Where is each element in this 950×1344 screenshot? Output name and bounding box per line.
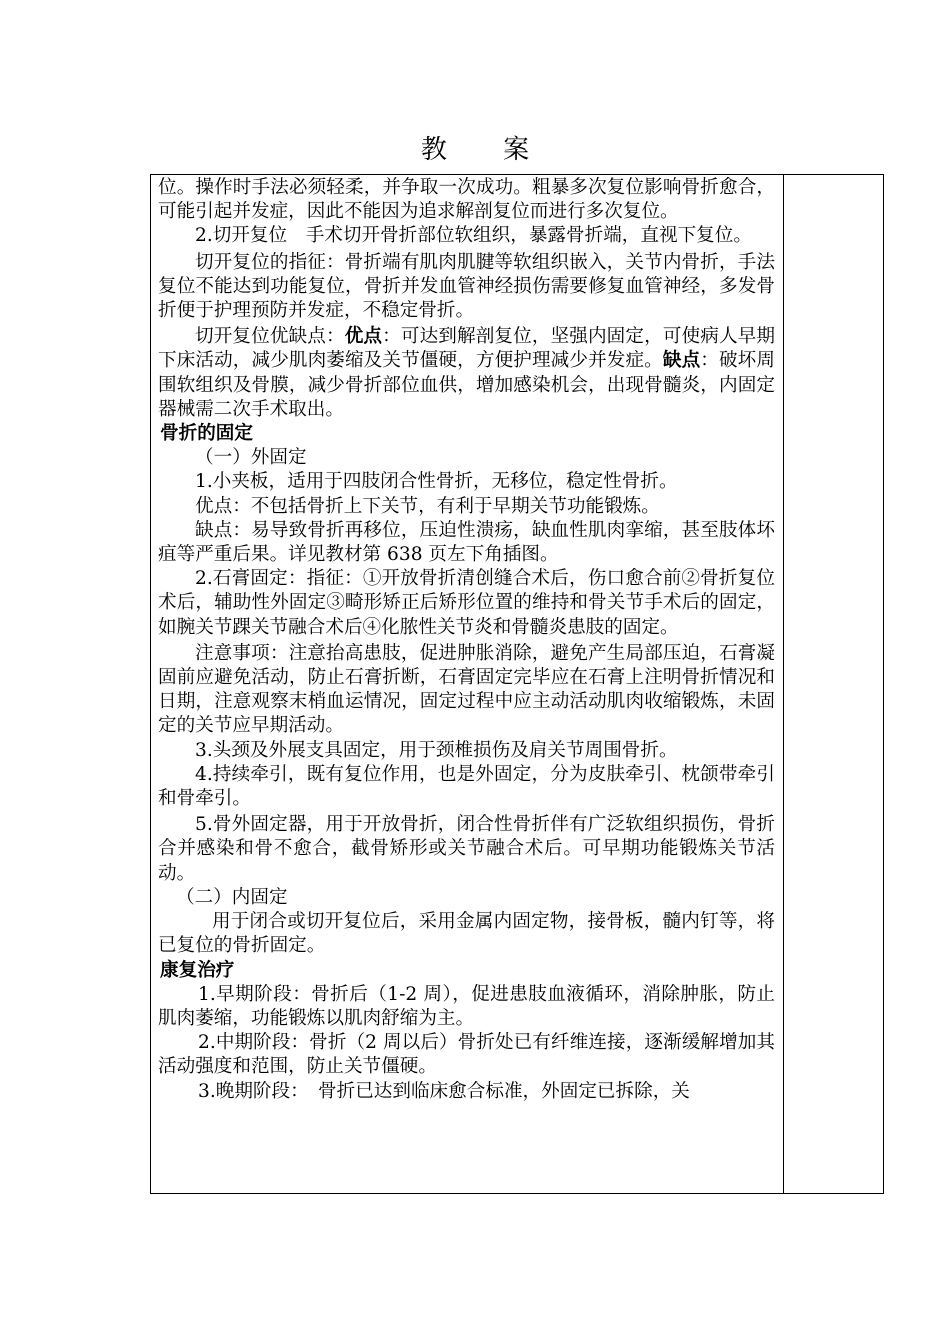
paragraph: 2.切开复位 手术切开骨折部位软组织，暴露骨折端，直视下复位。	[195, 225, 752, 247]
subsection-heading: （一）外固定	[195, 447, 307, 469]
paragraph: 切开复位的指征：骨折端有肌肉肌腱等软组织嵌入，关节内骨折，手法复位不能达到功能复位，骨折并发血管神经损伤需要修复血管神经，多发骨折便于护理预防并发症，不稳定骨折。	[158, 251, 775, 322]
paragraph: 注意事项：注意抬高患肢，促进肿胀消除，避免产生局部压迫，石膏凝固前应避免活动，防止石膏折断，石膏固定完毕应在石膏上注明骨折情况和日期，注意观察末梢血运情况，固定过程中应主动活动肌肉收缩锻炼，未固定的关节应早期活动。	[158, 642, 775, 737]
paragraph: 位。操作时手法必须轻柔，并争取一次成功。粗暴多次复位影响骨折愈合，可能引起并发症，因此不能因为追求解剖复位而进行多次复位。	[158, 177, 775, 223]
paragraph: 5.骨外固定器，用于开放骨折，闭合性骨折伴有广泛软组织损伤，骨折合并感染和骨不愈合，截骨矫形或关节融合术后。可早期功能锻炼关节活动。	[158, 814, 775, 884]
paragraph: 2.石膏固定：指征：①开放骨折清创缝合术后，伤口愈合前②骨折复位术后，辅助性外固定③畸形矫正后矫形位置的维持和骨关节手术后的固定，如腕关节踝关节融合术后④化脓性关节炎和骨髓炎患肢的固定。	[158, 568, 775, 638]
paragraph-segment: 切开复位优缺点：	[195, 326, 345, 348]
paragraph: 用于闭合或切开复位后，采用金属内固定物，接骨板，髓内钉等，将已复位的骨折固定。	[158, 911, 775, 957]
paragraph-segment: ：可达到解剖复位，坚强内固定，可使病人早期下床活动，减少肌肉萎缩及关节僵硬，方便护理减少并发症。	[158, 326, 775, 372]
paragraph: 4.持续牵引，既有复位作用，也是外固定，分为皮肤牵引、枕颌带牵引和骨牵引。	[158, 763, 775, 810]
cons-label: 缺点	[662, 350, 701, 372]
section-heading: 骨折的固定	[160, 423, 253, 445]
paragraph: 3.晚期阶段： 骨折已达到临床愈合标准，外固定已拆除，关	[198, 1080, 690, 1102]
subsection-heading: （二）内固定	[176, 886, 288, 908]
paragraph: 1.小夹板，适用于四肢闭合性骨折，无移位，稳定性骨折。	[195, 471, 678, 493]
lesson-content-cell	[150, 174, 783, 1194]
pros-label: 优点	[344, 326, 383, 348]
paragraph-segment: ：破坏周围软组织及骨膜，减少骨折部位血供，增加感染机会，出现骨髓炎，内固定器械需二次手术取出。	[158, 350, 775, 420]
paragraph: 优点：不包括骨折上下关节，有利于早期关节功能锻炼。	[195, 495, 660, 517]
paragraph-pros-cons	[158, 325, 775, 422]
paragraph: 缺点：易导致骨折再移位，压迫性溃疡，缺血性肌肉挛缩，甚至肢体坏疽等严重后果。详见教材第 638 页左下角插图。	[158, 519, 775, 566]
table-column-divider	[783, 174, 784, 1194]
paragraph: 2.中期阶段：骨折（2 周以后）骨折处已有纤维连接，逐渐缓解增加其活动强度和范围，防止关节僵硬。	[158, 1032, 775, 1078]
section-heading: 康复治疗	[160, 959, 235, 981]
page-title: 教 案	[420, 135, 554, 165]
paragraph: 1.早期阶段：骨折后（1-2 周），促进患肢血液循环，消除肿胀，防止肌肉萎缩，功能锻炼以肌肉舒缩为主。	[158, 983, 775, 1029]
paragraph: 3.头颈及外展支具固定，用于颈椎损伤及肩关节周围骨折。	[195, 739, 678, 761]
